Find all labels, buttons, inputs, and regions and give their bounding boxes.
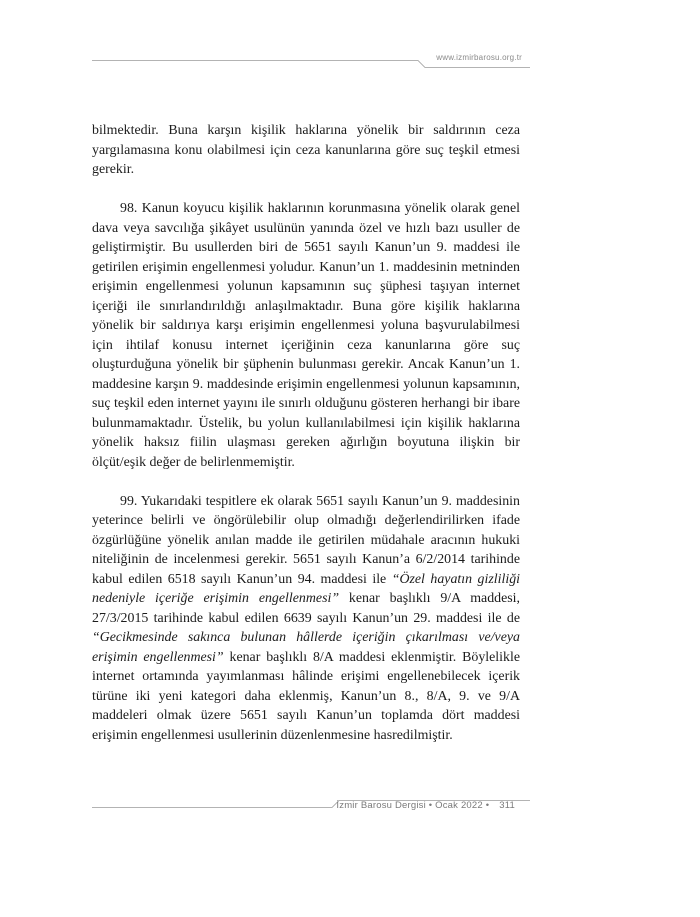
paragraph-99 <box>92 492 520 746</box>
paragraph-99-text-2: kenar başlıklı 9/A maddesi, 27/3/2015 tarihinde kabul edilen 6639 sayılı Kanun’un 29. maddesi ile de <box>92 591 520 626</box>
page-body <box>92 121 520 765</box>
paragraph-continuation: bilmektedir. Buna karşın kişilik haklarına yönelik bir saldırının ceza yargılamasına konu olabilmesi için ceza kanunlarına göre suç teşkil etmesi gerekir. <box>92 123 520 177</box>
page-number: 311 <box>499 800 515 811</box>
paragraph-98: 98. Kanun koyucu kişilik haklarının korunmasına yönelik olarak genel dava veya savcılığa şikâyet usulünün yanında özel ve hızlı bazı usuller de geliştirmiştir. Bu usullerden biri de 5651 sayılı Kanun’un 9. maddesi ile getirilen erişimin engellenmesi yoludur. Kanun’un 1. maddesinin metninden erişimin engellenmesi yolunun kapsamının suç şüphesi taşıyan internet içeriği ile sınırlandırıldığı anlaşılmaktadır. Buna göre kişilik haklarına yönelik bir saldırıya karşı erişimin engellenmesi yoluna başvurulabilmesi için ihtilaf konusu internet içeriğinin ceza kanunlarına göre suç oluşturduğuna yönelik bir şüphenin bulunması gerekir. Ancak Kanun’un 1. maddesine karşın 9. maddesinde erişimin engellenmesi yolunun kapsamının, suç teşkil eden internet yayını ile sınırlı olduğunu gösteren herhangi bir ibare bulunmamaktadır. Üstelik, bu yolun kullanılabilmesi için kişilik haklarına yönelik haksız fiilin ulaşması gereken ağırlığın boyutuna ilişkin bir ölçüt/eşik değer de belirlenmemiştir. <box>92 201 520 470</box>
footer <box>336 800 515 811</box>
paragraph-99-italic-1: “Özel hayatın gizliliği nedeniyle içeriğe erişimin engellenmesi” <box>92 571 521 606</box>
header-rule <box>92 60 530 68</box>
footer-journal: İzmir Barosu Dergisi • Ocak 2022 • <box>336 800 490 811</box>
header-url: www.izmirbarosu.org.tr <box>436 53 522 62</box>
paragraph-99-italic-2: “Gecikmesinde sakınca bulunan hâllerde içeriğin çıkarılması ve/veya erişimin engellenmesi” <box>92 630 520 665</box>
paragraph-99-text-3: kenar başlıklı 8/A maddesi eklenmiştir. Böylelikle internet ortamında yayımlanması hâlinde erişimi engellenebilecek içerik türüne iki yeni kategori daha eklenmiş, Kanun’un 8., 8/A, 9. ve 9/A maddeleri olmak üzere 5651 sayılı Kanun’un toplamda dört maddesi erişimin engellenmesi usullerinin düzenlenmesine hasredilmiştir. <box>92 649 520 743</box>
paragraph-99-text-1: 99. Yukarıdaki tespitlere ek olarak 5651 sayılı Kanun’un 9. maddesinin yeterince belirli ve öngörülebilir olup olmadığı değerlendirilirken ifade özgürlüğüne yönelik anılan madde ile getirilen müdahale aracının hukuki niteliğinin de incelenmesi gerekir. 5651 sayılı Kanun’a 6/2/2014 tarihinde kabul edilen 6518 sayılı Kanun’un 94. maddesi ile <box>92 493 520 587</box>
